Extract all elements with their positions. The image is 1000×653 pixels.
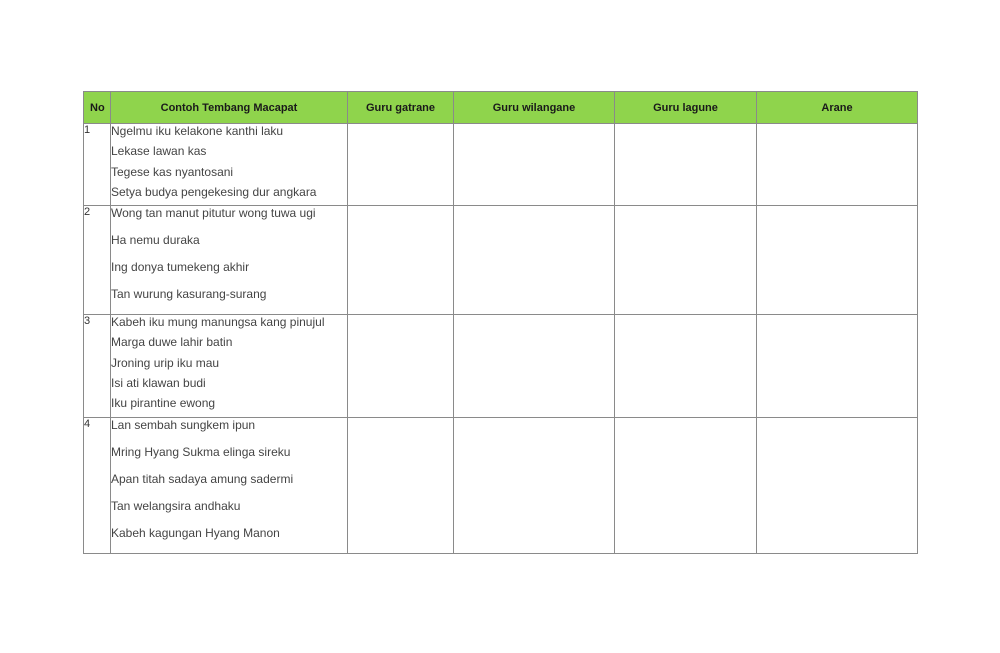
- arane-cell[interactable]: [757, 417, 918, 553]
- guru-wilangane-cell[interactable]: [454, 417, 615, 553]
- guru-wilangane-cell[interactable]: [454, 315, 615, 417]
- tembang-lines: [111, 315, 348, 417]
- table-row: [84, 206, 918, 315]
- tembang-lines: [111, 124, 348, 206]
- tembang-line: Iku pirantine ewong: [111, 396, 216, 411]
- guru-gatrane-cell[interactable]: [348, 417, 454, 553]
- arane-cell[interactable]: [757, 206, 918, 315]
- header-contoh: Contoh Tembang Macapat: [111, 92, 348, 124]
- tembang-line: Lan sembah sungkem ipun: [111, 417, 256, 432]
- tembang-line: Marga duwe lahir batin: [111, 335, 233, 350]
- tembang-line: Mring Hyang Sukma elinga sireku: [111, 444, 291, 459]
- header-row: [84, 92, 918, 124]
- guru-lagune-cell[interactable]: [615, 206, 757, 315]
- table-row: [84, 124, 918, 206]
- guru-gatrane-cell[interactable]: [348, 206, 454, 315]
- guru-wilangane-cell[interactable]: [454, 206, 615, 315]
- tembang-line: Lekase lawan kas: [111, 144, 207, 159]
- tembang-lines: [111, 417, 348, 553]
- guru-lagune-cell[interactable]: [615, 315, 757, 417]
- row-number: 3: [84, 315, 111, 417]
- header-guru-wilangane: Guru wilangane: [454, 92, 615, 124]
- guru-gatrane-cell[interactable]: [348, 315, 454, 417]
- guru-wilangane-cell[interactable]: [454, 124, 615, 206]
- tembang-line: Jroning urip iku mau: [111, 355, 220, 370]
- header-arane: Arane: [757, 92, 918, 124]
- guru-gatrane-cell[interactable]: [348, 124, 454, 206]
- arane-cell[interactable]: [757, 315, 918, 417]
- guru-lagune-cell[interactable]: [615, 124, 757, 206]
- tembang-line: Kabeh iku mung manungsa kang pinujul: [111, 315, 325, 330]
- tembang-line: Ing donya tumekeng akhir: [111, 260, 250, 275]
- tembang-line: Ha nemu duraka: [111, 233, 200, 248]
- row-number: 1: [84, 124, 111, 206]
- tembang-line: Ngelmu iku kelakone kanthi laku: [111, 124, 284, 138]
- table-row: [84, 315, 918, 417]
- macapat-table: [83, 91, 918, 554]
- tembang-line: Setya budya pengekesing dur angkara: [111, 184, 317, 199]
- header-no: No: [84, 92, 111, 124]
- row-number: 2: [84, 206, 111, 315]
- arane-cell[interactable]: [757, 124, 918, 206]
- tembang-line: Kabeh kagungan Hyang Manon: [111, 525, 280, 540]
- tembang-lines: [111, 206, 348, 315]
- tembang-line: Tan wurung kasurang-surang: [111, 287, 267, 302]
- row-number: 4: [84, 417, 111, 553]
- tembang-line: Tan welangsira andhaku: [111, 498, 241, 513]
- tembang-line: Apan titah sadaya amung sadermi: [111, 471, 294, 486]
- guru-lagune-cell[interactable]: [615, 417, 757, 553]
- header-guru-lagune: Guru lagune: [615, 92, 757, 124]
- tembang-line: Wong tan manut pitutur wong tuwa ugi: [111, 206, 316, 221]
- tembang-line: Isi ati klawan budi: [111, 376, 206, 391]
- tembang-line: Tegese kas nyantosani: [111, 164, 234, 179]
- table-row: [84, 417, 918, 553]
- header-guru-gatrane: Guru gatrane: [348, 92, 454, 124]
